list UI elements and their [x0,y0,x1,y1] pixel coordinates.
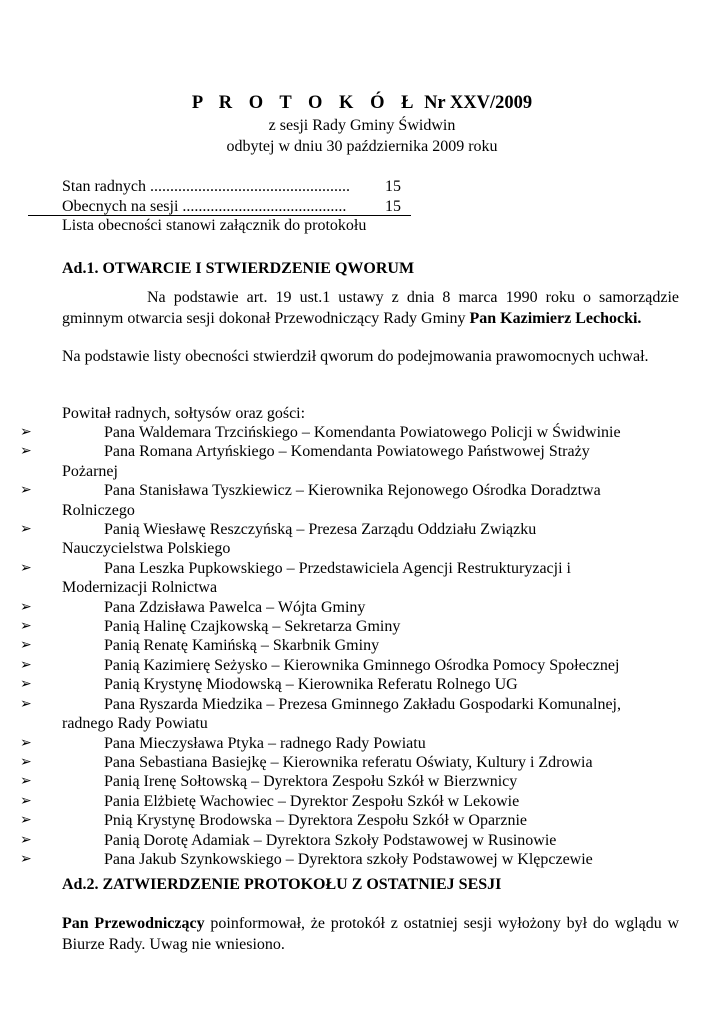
guest-list-item [20,792,679,811]
guest-list-item [20,811,679,830]
guest-text-continuation: Rolniczego [62,501,135,519]
guest-text: Pana Mieczysława Ptyka – radnego Rady Powiatu [104,734,426,752]
bullet-arrow-icon: ➢ [20,425,32,440]
guest-text: Pana Waldemara Trzcińskiego – Komendanta Powiatowego Policji w Świdwinie [104,424,621,441]
guest-text: Pnią Krystynę Brodowska – Dyrektora Zespołu Szkół w Oparznie [104,812,528,830]
guest-list-item [20,442,679,481]
bullet-arrow-icon: ➢ [20,560,32,576]
guest-text: Pana Sebastiana Basiejkę – Kierownika referatu Oświaty, Kultury i Zdrowia [104,753,593,771]
guest-text: Pana Ryszarda Miedzika – Prezesa Gminnego Zakładu Gospodarki Komunalnej, [104,695,621,713]
bullet-arrow-icon: ➢ [20,638,32,654]
document-title [0,91,724,115]
section1-paragraph-quorum: Na podstawie listy obecności stwierdził qworum do podejmowania prawomocnych uchwał. [62,348,649,365]
bullet-arrow-icon: ➢ [20,793,32,809]
guest-list-item [20,636,679,655]
attendance-note: Lista obecności stanowi załącznik do protokołu [62,217,367,234]
guest-list-item [20,656,679,675]
guest-list-item [20,734,679,753]
guest-text-continuation: Modernizacji Rolnictwa [62,579,218,597]
guest-list-item [20,598,679,617]
opening-text: Na podstawie art. 19 ust.1 ustawy z dnia 8 marca 1990 roku o samorządzie gminnym otwarcia sesji dokonał Przewodniczący Rady Gminy [62,289,679,327]
guest-text-continuation: Nauczycielstwa Polskiego [62,540,231,558]
bullet-arrow-icon: ➢ [20,851,32,867]
guest-list-item [20,695,679,734]
guest-text: Panią Dorotę Adamiak – Dyrektora Szkoły Podstawowej w Rusinowie [104,831,557,849]
bullet-arrow-icon: ➢ [20,677,32,693]
attendance-row1-value: 15 [385,178,401,195]
attendance-row2-value: 15 [385,198,401,215]
section2-heading: Ad.2. ZATWIERDZENIE PROTOKOŁU Z OSTATNIEJ SESJI [62,876,502,893]
guest-list [20,423,679,869]
guest-text: Pana Romana Artyńskiego – Komendanta Powiatowego Państwowej Straży [104,443,590,461]
bullet-arrow-icon: ➢ [20,522,32,538]
guest-text: Pana Stanisława Tyszkiewicz – Kierownika Rejonowego Ośrodka Doradztwa [104,482,601,500]
guest-text-continuation: radnego Rady Powiatu [62,715,208,733]
bullet-arrow-icon: ➢ [20,832,32,848]
guest-list-item [20,772,679,791]
bullet-arrow-icon: ➢ [20,735,32,751]
guest-text: Panią Halinę Czajkowską – Sekretarza Gminy [104,618,401,636]
guest-list-item [20,481,679,520]
guest-text: Pana Zdzisława Pawelca – Wójta Gminy [104,598,366,616]
greeting-line: Powitał radnych, sołtysów oraz gości: [62,405,306,422]
guest-text: Pana Leszka Pupkowskiego – Przedstawiciela Agencji Restrukturyzacji i [104,559,571,577]
subtitle-session: z sesji Rady Gminy Świdwin [268,117,456,134]
attendance-row2-label: Obecnych na sesji ......................................... [62,198,347,215]
subtitle-date: odbytej w dniu 30 października 2009 roku [226,138,498,155]
bullet-arrow-icon: ➢ [20,619,32,635]
guest-list-item [20,559,679,598]
guest-text: Pania Elżbietę Wachowiec – Dyrektor Zespołu Szkół w Lekowie [104,792,520,810]
section2-paragraph [62,914,679,955]
bullet-arrow-icon: ➢ [20,444,32,460]
title-number: Nr XXV/2009 [424,93,533,113]
guest-text: Panią Irenę Sołtowską – Dyrektora Zespołu Szkół w Bierzwnicy [104,773,518,791]
bullet-arrow-icon: ➢ [20,483,32,499]
guest-list-item [20,617,679,636]
guest-text: Panią Renatę Kamińską – Skarbnik Gminy [104,637,380,655]
guest-list-item [20,675,679,694]
guest-text: Pana Jakub Szynkowskiego – Dyrektora szkoły Podstawowej w Klępczewie [104,850,593,868]
guest-list-item [20,753,679,772]
bullet-arrow-icon: ➢ [20,754,32,770]
guest-list-item [20,423,679,442]
chairman-name: Pan Kazimierz Lechocki. [469,309,642,327]
guest-list-item [20,831,679,850]
chairman-title: Pan Przewodniczący [62,915,205,932]
guest-list-item [20,850,679,869]
attendance-row1-label: Stan radnych .................................................. [62,178,350,195]
bullet-arrow-icon: ➢ [20,696,32,712]
guest-list-item [20,520,679,559]
guest-text: Panią Krystynę Miodowską – Kierownika Referatu Rolnego UG [104,676,518,694]
bullet-arrow-icon: ➢ [20,813,32,829]
section1-paragraph-opening [62,288,679,329]
title-spaced: P R O T O K Ó Ł [191,93,420,113]
section1-heading: Ad.1. OTWARCIE I STWIERDZENIE QWORUM [62,260,415,277]
guest-text: Panią Kazimierę Seżysko – Kierownika Gminnego Ośrodka Pomocy Społecznej [104,656,620,674]
bullet-arrow-icon: ➢ [20,657,32,673]
bullet-arrow-icon: ➢ [20,774,32,790]
guest-text-continuation: Pożarnej [62,462,118,480]
guest-text: Panią Wiesławę Reszczyńską – Prezesa Zarządu Oddziału Związku [104,521,537,539]
bullet-arrow-icon: ➢ [20,599,32,615]
section2-text: poinformował, że protokół z ostatniej sesji wyłożony był do wglądu w Biurze Rady. Uwag nie wniesiono. [62,915,680,953]
